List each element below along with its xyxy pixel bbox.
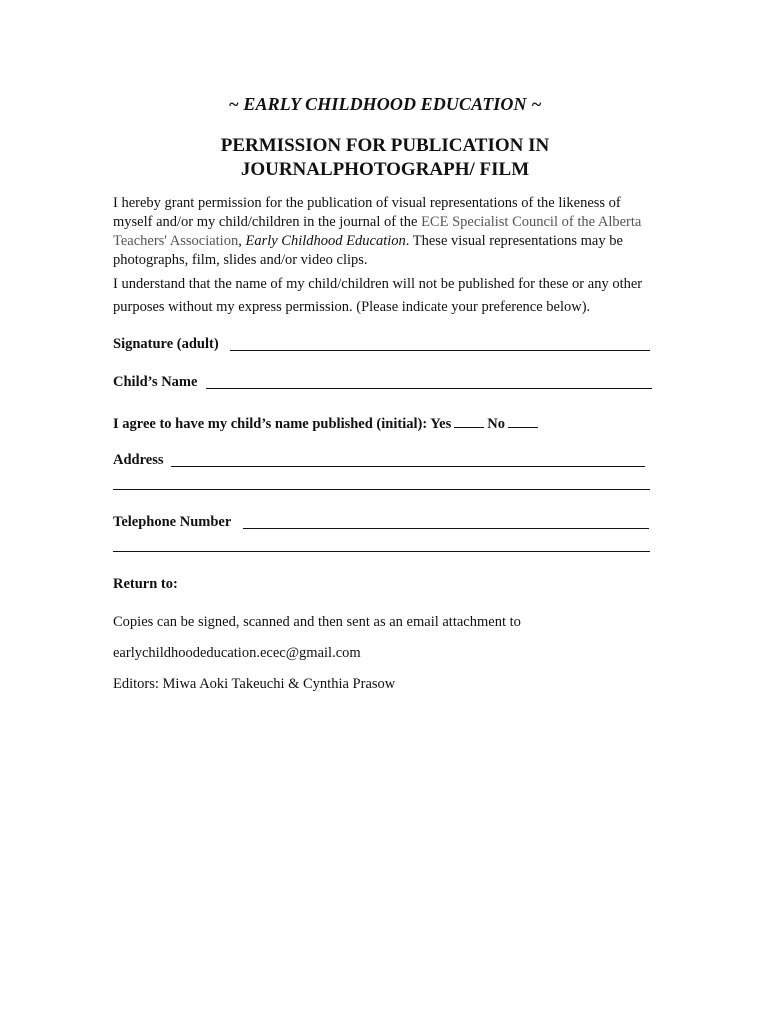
child-name-label: Child’s Name (113, 374, 198, 390)
council-name: ECE Specialist Council of the Alberta Teachers' Association (113, 214, 642, 249)
email-address: earlychildhoodeducation.ecec@gmail.com (113, 645, 361, 661)
telephone-field[interactable] (243, 528, 649, 529)
address-label: Address (113, 452, 164, 468)
signature-field[interactable] (230, 350, 650, 351)
address-field-line-2[interactable] (113, 489, 650, 490)
intro-comma: , (238, 233, 246, 249)
copies-note: Copies can be signed, scanned and then sent as an email attachment to (113, 614, 521, 630)
intro-text-1: I hereby grant permission for the publication of visual representations of the likeness of myself and/or my child/children in the journal of the (113, 195, 621, 230)
editors-credit: Editors: Miwa Aoki Takeuchi & Cynthia Prasow (113, 676, 396, 692)
telephone-label: Telephone Number (113, 514, 232, 530)
no-initial-field[interactable] (508, 413, 538, 428)
series-heading: ~ EARLY CHILDHOOD EDUCATION ~ (228, 94, 542, 114)
return-label: Return to: (113, 576, 178, 592)
yes-initial-field[interactable] (454, 413, 484, 428)
child-name-field[interactable] (206, 388, 652, 389)
privacy-paragraph: I understand that the name of my child/children will not be published for these or any other purposes without my express permission. (Please indicate your preference below). (113, 276, 643, 315)
agree-label: I agree to have my child’s name published (initial): Yes (113, 416, 452, 432)
agree-row (113, 413, 541, 433)
intro-text-2: . These visual representations may be photographs, film, slides and/or video clips. (113, 233, 623, 268)
title-line-1: PERMISSION FOR PUBLICATION IN (220, 135, 550, 156)
permission-paragraph (113, 194, 658, 270)
no-label: No (487, 416, 505, 432)
document-title (0, 134, 770, 182)
telephone-field-line-2[interactable] (113, 551, 650, 552)
signature-label: Signature (adult) (113, 336, 219, 352)
title-line-2: JOURNALPHOTOGRAPH/ FILM (240, 159, 530, 180)
address-field-line-1[interactable] (171, 466, 645, 467)
journal-title: Early Childhood Education (245, 233, 406, 249)
